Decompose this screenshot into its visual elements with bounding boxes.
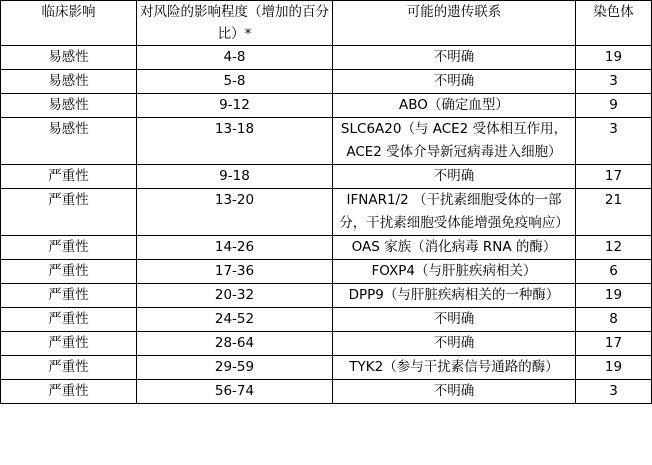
cell-risk-increase: 56-74 [137, 380, 333, 404]
cell-clinical-impact: 严重性 [1, 236, 137, 260]
cell-clinical-impact: 严重性 [1, 284, 137, 308]
cell-risk-increase: 20-32 [137, 284, 333, 308]
cell-clinical-impact: 严重性 [1, 356, 137, 380]
cell-chromosome: 3 [576, 70, 652, 94]
table-row [1, 189, 652, 236]
cell-genetic-link: OAS 家族（消化病毒 RNA 的酶） [333, 236, 576, 260]
cell-chromosome: 12 [576, 236, 652, 260]
cell-risk-increase: 14-26 [137, 236, 333, 260]
cell-clinical-impact: 易感性 [1, 70, 137, 94]
cell-clinical-impact: 严重性 [1, 165, 137, 189]
cell-risk-increase: 24-52 [137, 308, 333, 332]
cell-clinical-impact: 严重性 [1, 380, 137, 404]
cell-chromosome: 3 [576, 118, 652, 165]
table-row [1, 380, 652, 404]
cell-clinical-impact: 易感性 [1, 46, 137, 70]
cell-risk-increase: 9-12 [137, 94, 333, 118]
cell-chromosome: 17 [576, 332, 652, 356]
cell-genetic-link: TYK2（参与干扰素信号通路的酶） [333, 356, 576, 380]
table-row [1, 118, 652, 165]
header-row [1, 1, 652, 46]
cell-risk-increase: 29-59 [137, 356, 333, 380]
cell-chromosome: 17 [576, 165, 652, 189]
table-row [1, 236, 652, 260]
cell-genetic-link: 不明确 [333, 332, 576, 356]
table-row [1, 356, 652, 380]
cell-risk-increase: 4-8 [137, 46, 333, 70]
cell-risk-increase: 13-18 [137, 118, 333, 165]
table-row [1, 284, 652, 308]
cell-chromosome: 19 [576, 356, 652, 380]
table-row [1, 165, 652, 189]
cell-clinical-impact: 严重性 [1, 260, 137, 284]
cell-genetic-link: 不明确 [333, 165, 576, 189]
table-row [1, 94, 652, 118]
cell-clinical-impact: 易感性 [1, 94, 137, 118]
cell-risk-increase: 17-36 [137, 260, 333, 284]
header-chromosome: 染色体 [576, 1, 652, 46]
cell-genetic-link: FOXP4（与肝脏疾病相关） [333, 260, 576, 284]
header-genetic-link: 可能的遗传联系 [333, 1, 576, 46]
cell-chromosome: 6 [576, 260, 652, 284]
cell-clinical-impact: 严重性 [1, 189, 137, 236]
cell-genetic-link: IFNAR1/2 （干扰素细胞受体的一部分，干扰素细胞受体能增强免疫响应） [333, 189, 576, 236]
table-row [1, 70, 652, 94]
cell-risk-increase: 5-8 [137, 70, 333, 94]
cell-chromosome: 21 [576, 189, 652, 236]
header-clinical-impact: 临床影响 [1, 1, 137, 46]
cell-risk-increase: 13-20 [137, 189, 333, 236]
table-row [1, 260, 652, 284]
cell-clinical-impact: 易感性 [1, 118, 137, 165]
cell-genetic-link: 不明确 [333, 308, 576, 332]
cell-genetic-link: SLC6A20（与 ACE2 受体相互作用，ACE2 受体介导新冠病毒进入细胞） [333, 118, 576, 165]
cell-chromosome: 3 [576, 380, 652, 404]
cell-clinical-impact: 严重性 [1, 332, 137, 356]
cell-chromosome: 19 [576, 284, 652, 308]
cell-risk-increase: 28-64 [137, 332, 333, 356]
cell-chromosome: 9 [576, 94, 652, 118]
header-risk-increase: 对风险的影响程度（增加的百分比）* [137, 1, 333, 46]
table-row [1, 308, 652, 332]
cell-chromosome: 8 [576, 308, 652, 332]
cell-genetic-link: 不明确 [333, 46, 576, 70]
cell-chromosome: 19 [576, 46, 652, 70]
table-row [1, 46, 652, 70]
table-row [1, 332, 652, 356]
cell-genetic-link: DPP9（与肝脏疾病相关的一种酶） [333, 284, 576, 308]
cell-risk-increase: 9-18 [137, 165, 333, 189]
cell-genetic-link: 不明确 [333, 70, 576, 94]
cell-genetic-link: ABO（确定血型） [333, 94, 576, 118]
cell-clinical-impact: 严重性 [1, 308, 137, 332]
cell-genetic-link: 不明确 [333, 380, 576, 404]
